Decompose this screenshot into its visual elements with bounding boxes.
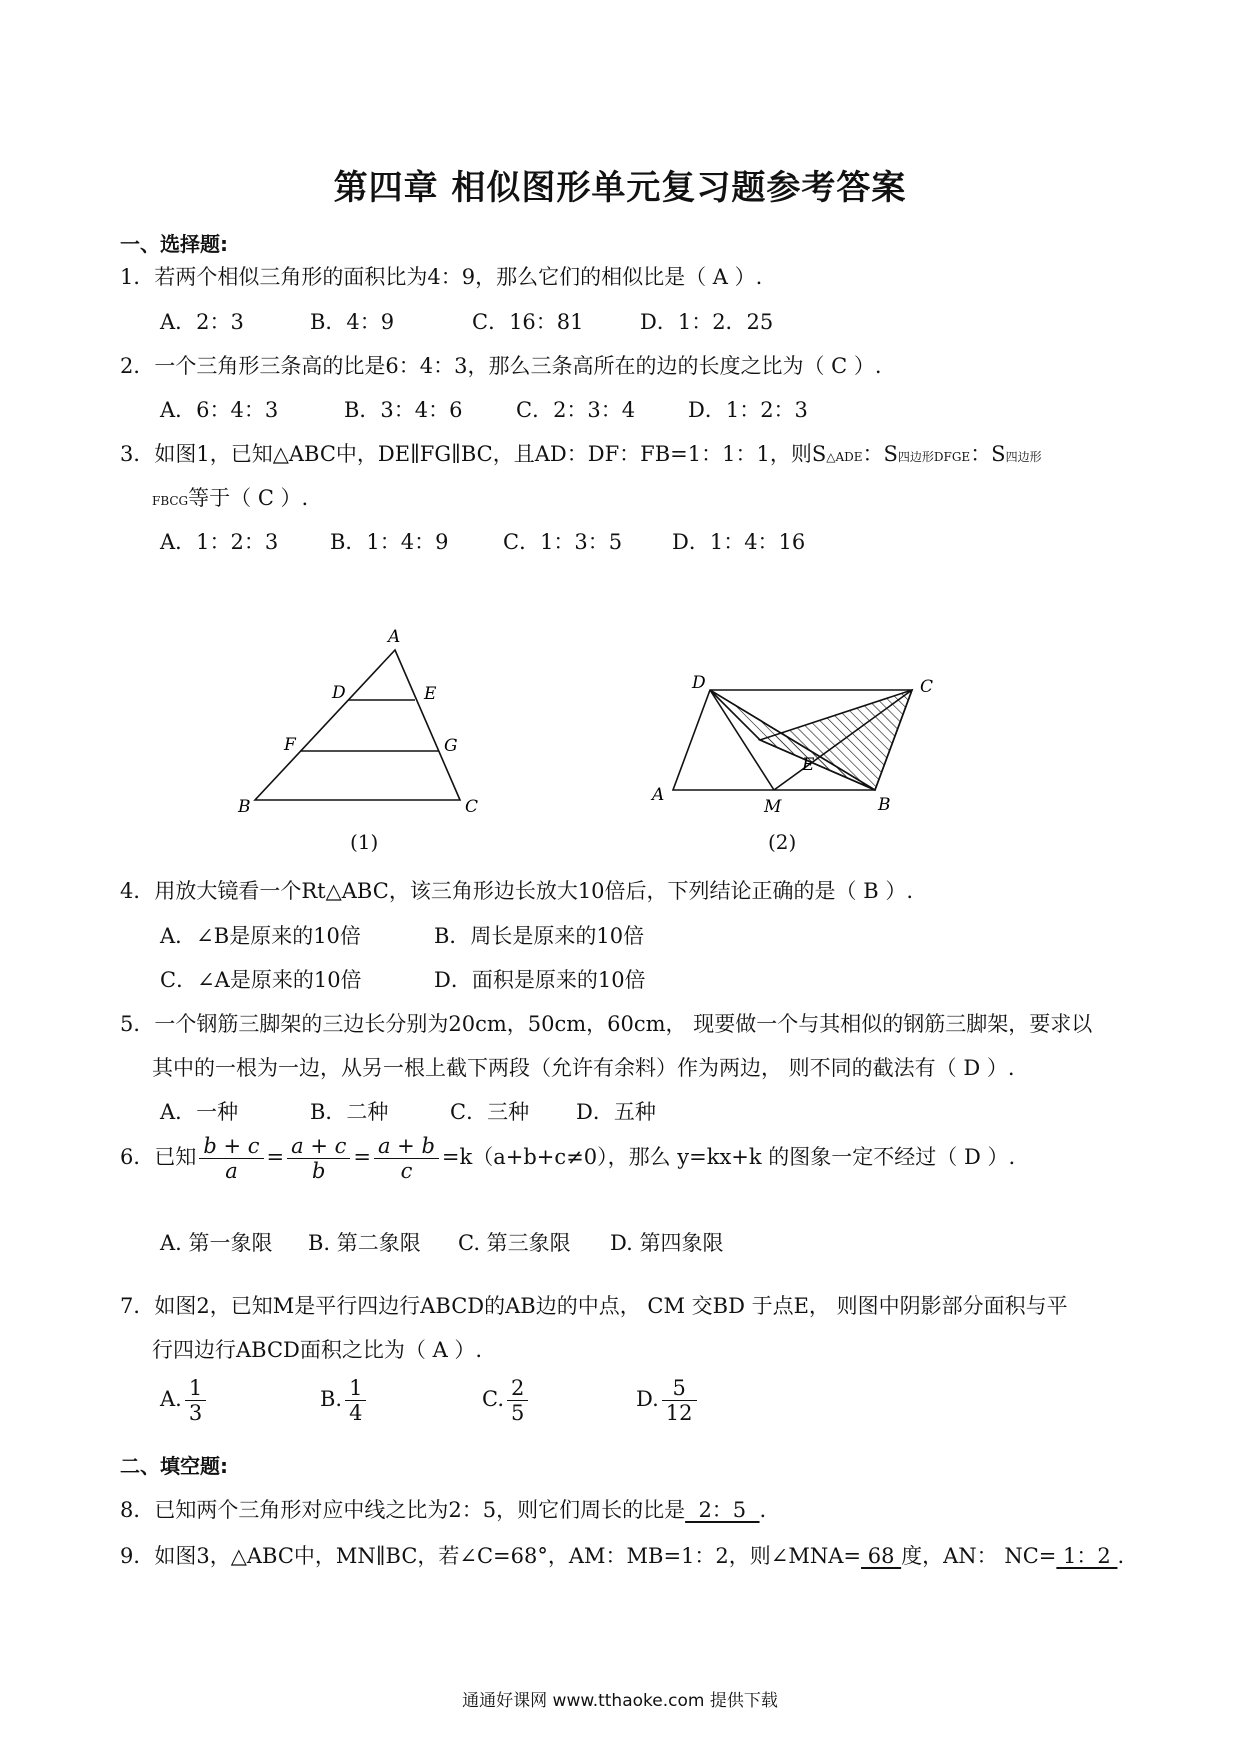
- section-heading-fill: 二、填空题:: [120, 1454, 228, 1478]
- q3-sub-fbcg: FBCG: [152, 494, 189, 508]
- q7-option-d: [636, 1376, 700, 1425]
- q3-text-a: 3．如图1，已知△ABC中，DE∥FG∥BC，且AD：DF：FB=1：1：1，则S: [120, 442, 827, 466]
- figure-2-caption: (2): [768, 830, 797, 854]
- question-1: 1．若两个相似三角形的面积比为4：9，那么它们的相似比是（ A ）.: [120, 265, 763, 289]
- q8-answer: 2：5: [685, 1498, 760, 1522]
- q5-option-d: D．五种: [576, 1100, 656, 1124]
- figure-1-caption: (1): [350, 830, 379, 854]
- q6-option-a: A. 第一象限: [160, 1231, 273, 1255]
- q1-option-c: C．16：81: [472, 310, 584, 334]
- q6-eq-1: =: [266, 1145, 285, 1170]
- q3-option-a: A．1：2：3: [160, 530, 279, 554]
- q7-option-a-fraction: [185, 1376, 206, 1425]
- section-heading-choice: 一、选择题:: [120, 232, 228, 256]
- q3-option-b: B．1：4：9: [330, 530, 449, 554]
- q7-c-denominator: 5: [511, 1401, 525, 1426]
- q7-d-denominator: 12: [665, 1401, 693, 1426]
- q4-option-a: A．∠B是原来的10倍: [160, 924, 361, 948]
- q7-option-c-label: C.: [482, 1387, 504, 1412]
- question-7-line-2: 行四边行ABCD面积之比为（ A ）.: [152, 1338, 483, 1362]
- fig1-label-c: C: [465, 797, 479, 817]
- q6-eq-2: =: [353, 1145, 371, 1170]
- q3-text-d: 等于（ C ）.: [188, 486, 309, 510]
- q7-b-denominator: 4: [349, 1401, 363, 1426]
- fig1-label-g: G: [444, 736, 458, 756]
- question-6: [120, 1134, 1015, 1183]
- q3-text-b: ：S: [862, 442, 898, 466]
- q5-option-a: A．一种: [160, 1100, 239, 1124]
- q6-option-c: C. 第三象限: [458, 1231, 571, 1255]
- q4-option-c: C．∠A是原来的10倍: [160, 968, 362, 992]
- question-2: 2．一个三角形三条高的比是6：4：3，那么三条高所在的边的长度之比为（ C ）.: [120, 354, 882, 378]
- q6-prefix: 6．已知: [120, 1145, 197, 1170]
- q6-f2-denominator: b: [312, 1159, 326, 1184]
- q6-f1-numerator: b + c: [199, 1134, 263, 1159]
- q1-option-b: B．4：9: [310, 310, 395, 334]
- fig2-label-c: C: [920, 677, 934, 697]
- q6-fraction-2: [287, 1134, 350, 1183]
- q6-fraction-3: [374, 1134, 439, 1183]
- q3-sub-quad1: 四边形DFGE: [897, 450, 971, 464]
- q3-option-c: C．1：3：5: [503, 530, 623, 554]
- q7-option-d-label: D.: [636, 1387, 659, 1412]
- fig1-label-b: B: [238, 797, 251, 817]
- q9-text-b: 度，AN： NC=: [901, 1544, 1057, 1568]
- q6-f3-numerator: a + b: [374, 1134, 439, 1159]
- q2-option-a: A．6：4：3: [160, 398, 279, 422]
- question-3-cont: [152, 482, 308, 512]
- q1-option-a: A．2：3: [160, 310, 244, 334]
- question-5-line-2: 其中的一根为一边，从另一根上截下两段（允许有余料）作为两边， 则不同的截法有（ D ）.: [152, 1056, 1015, 1080]
- q9-answer-angle: 68: [861, 1544, 902, 1568]
- q5-option-b: B．二种: [310, 1100, 389, 1124]
- q7-option-d-fraction: [662, 1376, 697, 1425]
- q3-sub-quad2: 四边形: [1005, 450, 1042, 464]
- question-4: 4．用放大镜看一个Rt△ABC，该三角形边长放大10倍后，下列结论正确的是（ B ）.: [120, 879, 913, 903]
- q6-f3-denominator: c: [400, 1159, 413, 1184]
- q7-option-a-label: A.: [160, 1387, 182, 1412]
- q9-answer-ratio: 1：2: [1056, 1544, 1118, 1568]
- fig2-label-d: D: [692, 673, 706, 693]
- q7-c-numerator: 2: [507, 1376, 528, 1401]
- figure-1-triangle: [230, 620, 500, 820]
- fig1-label-d: D: [332, 683, 346, 703]
- q4-option-d: D．面积是原来的10倍: [434, 968, 646, 992]
- page-footer: 通通好课网 www.tthaoke.com 提供下载: [462, 1691, 778, 1711]
- page-title: 第四章 相似图形单元复习题参考答案: [333, 168, 907, 208]
- q7-option-c-fraction: [507, 1376, 528, 1425]
- q6-f1-denominator: a: [225, 1159, 238, 1184]
- q1-option-d: D．1：2．25: [640, 310, 774, 334]
- q7-a-numerator: 1: [185, 1376, 206, 1401]
- q3-text-c: ：S: [970, 442, 1006, 466]
- figure-2-parallelogram: [640, 660, 960, 820]
- q5-option-c: C．三种: [450, 1100, 530, 1124]
- q7-option-b-label: B.: [320, 1387, 343, 1412]
- fig1-label-f: F: [284, 735, 296, 755]
- q7-b-numerator: 1: [345, 1376, 366, 1401]
- triangle-abc: [255, 650, 460, 800]
- q7-d-numerator: 5: [662, 1376, 697, 1401]
- question-9: [120, 1540, 1124, 1570]
- q6-option-d: D. 第四象限: [610, 1231, 724, 1255]
- q2-option-b: B．3：4：6: [344, 398, 463, 422]
- q6-suffix: =k（a+b+c≠0），那么 y=kx+k 的图象一定不经过（ D ）.: [441, 1145, 1016, 1170]
- q7-option-b: [320, 1376, 369, 1425]
- shaded-triangle-right: [760, 690, 912, 790]
- fig2-label-b: B: [878, 795, 891, 815]
- question-5-line-1: 5．一个钢筋三脚架的三边长分别为20cm，50cm，60cm， 现要做一个与其相似的钢筋三脚架，要求以: [120, 1012, 1093, 1036]
- fig1-label-a: A: [388, 627, 401, 647]
- question-8: [120, 1494, 766, 1524]
- fig2-label-e: E: [802, 755, 815, 775]
- fig1-label-e: E: [424, 684, 437, 704]
- q4-option-b: B．周长是原来的10倍: [434, 924, 645, 948]
- q9-end: .: [1117, 1544, 1125, 1568]
- q7-option-c: [482, 1376, 531, 1425]
- q2-option-d: D．1：2：3: [688, 398, 808, 422]
- q2-option-c: C．2：3：4: [516, 398, 636, 422]
- fig2-label-m: M: [764, 797, 782, 817]
- q6-f2-numerator: a + c: [287, 1134, 350, 1159]
- q7-a-denominator: 3: [188, 1401, 203, 1426]
- q7-option-b-fraction: [345, 1376, 366, 1425]
- q8-text: 8．已知两个三角形对应中线之比为2：5，则它们周长的比是: [120, 1498, 686, 1522]
- question-7-line-1: 7．如图2，已知M是平行四边行ABCD的AB边的中点， CM 交BD 于点E， 则图中阴影部分面积与平: [120, 1294, 1068, 1318]
- q6-option-b: B. 第二象限: [308, 1231, 421, 1255]
- q3-sub-triangle: △ADE: [826, 450, 863, 464]
- question-3: [120, 438, 1042, 468]
- q8-end: .: [759, 1498, 767, 1522]
- fig2-label-a: A: [652, 785, 665, 805]
- q7-option-a: [160, 1376, 209, 1425]
- q6-fraction-1: [199, 1134, 263, 1183]
- q9-text-a: 9．如图3，△ABC中，MN∥BC，若∠C=68°，AM：MB=1：2，则∠MNA=: [120, 1544, 862, 1568]
- q3-option-d: D．1：4：16: [672, 530, 806, 554]
